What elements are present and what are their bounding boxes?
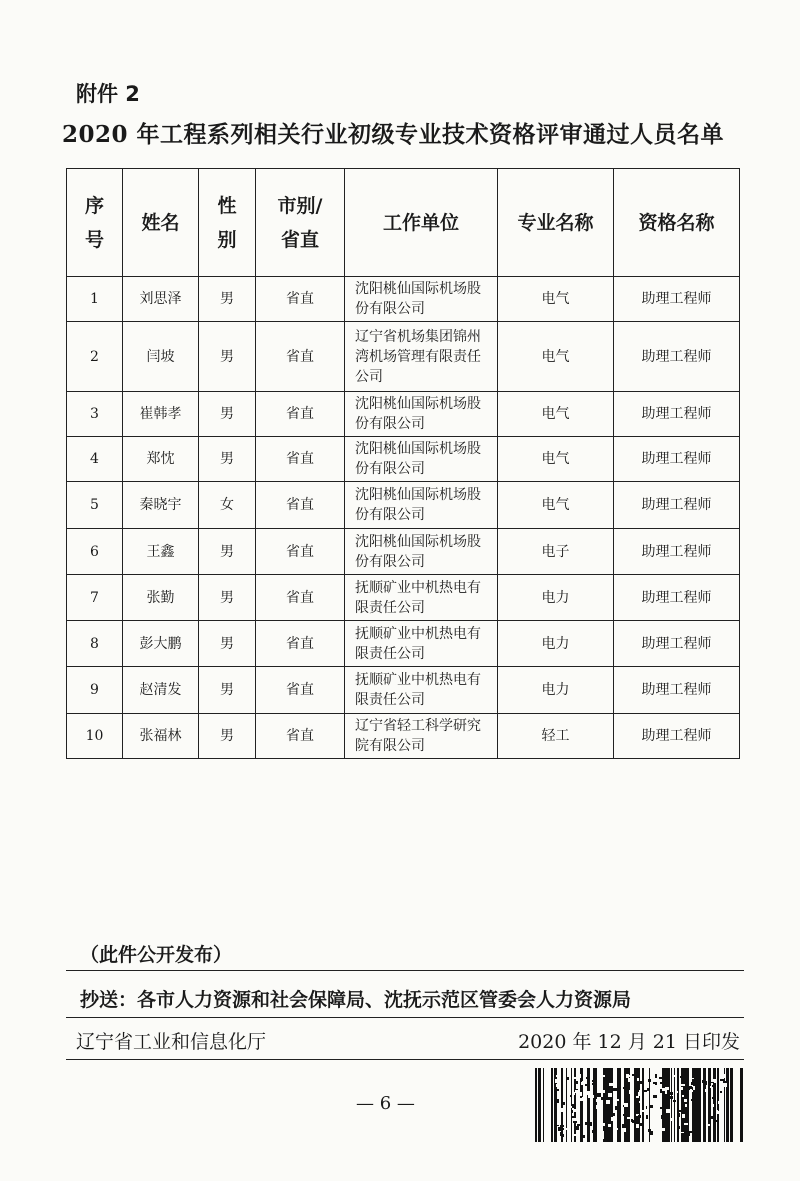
divider <box>66 1017 744 1018</box>
divider <box>66 970 744 971</box>
table-row <box>67 482 740 529</box>
gender: 女 <box>199 482 256 529</box>
header-cell: 资格名称 <box>614 169 740 277</box>
publish-note: （此件公开发布） <box>80 944 233 966</box>
row-number: 10 <box>67 714 123 759</box>
work-unit: 抚顺矿业中机热电有限责任公司 <box>345 575 498 621</box>
work-unit: 辽宁省机场集团锦州湾机场管理有限责任公司 <box>345 322 498 392</box>
qualification: 助理工程师 <box>614 714 740 759</box>
major: 电气 <box>498 392 614 437</box>
major: 电气 <box>498 437 614 482</box>
region: 省直 <box>256 277 345 322</box>
gender: 男 <box>199 437 256 482</box>
qualification: 助理工程师 <box>614 575 740 621</box>
header-cell: 性别 <box>199 169 256 277</box>
region: 省直 <box>256 714 345 759</box>
person-name: 刘思泽 <box>123 277 199 322</box>
cc-line: 抄送：各市人力资源和社会保障局、沈抚示范区管委会人力资源局 <box>80 989 632 1011</box>
gender: 男 <box>199 322 256 392</box>
row-number: 8 <box>67 621 123 667</box>
header-cell: 专业名称 <box>498 169 614 277</box>
row-number: 7 <box>67 575 123 621</box>
person-name: 张福林 <box>123 714 199 759</box>
page-number: — 6 — <box>356 1093 415 1114</box>
table-row <box>67 575 740 621</box>
document-title: 2020 年工程系列相关行业初级专业技术资格评审通过人员名单 <box>62 121 725 148</box>
work-unit: 沈阳桃仙国际机场股份有限公司 <box>345 392 498 437</box>
qualification: 助理工程师 <box>614 482 740 529</box>
row-number: 4 <box>67 437 123 482</box>
work-unit: 辽宁省轻工科学研究院有限公司 <box>345 714 498 759</box>
table-row <box>67 667 740 714</box>
header-cell: 市别/省直 <box>256 169 345 277</box>
major: 电子 <box>498 529 614 575</box>
table-row <box>67 277 740 322</box>
person-name: 赵清发 <box>123 667 199 714</box>
table-row <box>67 714 740 759</box>
qualification: 助理工程师 <box>614 667 740 714</box>
major: 电力 <box>498 667 614 714</box>
work-unit: 沈阳桃仙国际机场股份有限公司 <box>345 437 498 482</box>
person-name: 闫坡 <box>123 322 199 392</box>
table-row <box>67 529 740 575</box>
person-name: 郑忱 <box>123 437 199 482</box>
major: 电力 <box>498 621 614 667</box>
table-row <box>67 322 740 392</box>
qualification: 助理工程师 <box>614 621 740 667</box>
qualification: 助理工程师 <box>614 529 740 575</box>
region: 省直 <box>256 529 345 575</box>
region: 省直 <box>256 575 345 621</box>
gender: 男 <box>199 277 256 322</box>
gender: 男 <box>199 575 256 621</box>
row-number: 9 <box>67 667 123 714</box>
region: 省直 <box>256 322 345 392</box>
issue-date: 2020 年 12 月 21 日印发 <box>518 1031 740 1053</box>
gender: 男 <box>199 392 256 437</box>
major: 电气 <box>498 482 614 529</box>
person-name: 张勤 <box>123 575 199 621</box>
region: 省直 <box>256 437 345 482</box>
divider <box>66 1059 744 1060</box>
work-unit: 沈阳桃仙国际机场股份有限公司 <box>345 529 498 575</box>
row-number: 6 <box>67 529 123 575</box>
region: 省直 <box>256 621 345 667</box>
major: 电力 <box>498 575 614 621</box>
row-number: 2 <box>67 322 123 392</box>
region: 省直 <box>256 667 345 714</box>
barcode-icon <box>535 1068 745 1142</box>
header-cell: 姓名 <box>123 169 199 277</box>
qualification: 助理工程师 <box>614 392 740 437</box>
gender: 男 <box>199 621 256 667</box>
major: 轻工 <box>498 714 614 759</box>
roster-body <box>67 277 740 759</box>
person-name: 崔韩孝 <box>123 392 199 437</box>
gender: 男 <box>199 529 256 575</box>
row-number: 1 <box>67 277 123 322</box>
attachment-label: 附件 2 <box>76 82 140 106</box>
major: 电气 <box>498 322 614 392</box>
issuer: 辽宁省工业和信息化厅 <box>76 1031 267 1053</box>
roster-table <box>66 168 740 759</box>
region: 省直 <box>256 392 345 437</box>
gender: 男 <box>199 667 256 714</box>
person-name: 秦晓宇 <box>123 482 199 529</box>
gender: 男 <box>199 714 256 759</box>
table-header-row <box>67 169 740 277</box>
region: 省直 <box>256 482 345 529</box>
header-cell: 工作单位 <box>345 169 498 277</box>
major: 电气 <box>498 277 614 322</box>
work-unit: 沈阳桃仙国际机场股份有限公司 <box>345 482 498 529</box>
table-row <box>67 392 740 437</box>
person-name: 王鑫 <box>123 529 199 575</box>
table-row <box>67 621 740 667</box>
qualification: 助理工程师 <box>614 322 740 392</box>
person-name: 彭大鹏 <box>123 621 199 667</box>
header-cell: 序号 <box>67 169 123 277</box>
row-number: 3 <box>67 392 123 437</box>
work-unit: 抚顺矿业中机热电有限责任公司 <box>345 667 498 714</box>
work-unit: 抚顺矿业中机热电有限责任公司 <box>345 621 498 667</box>
work-unit: 沈阳桃仙国际机场股份有限公司 <box>345 277 498 322</box>
row-number: 5 <box>67 482 123 529</box>
qualification: 助理工程师 <box>614 437 740 482</box>
qualification: 助理工程师 <box>614 277 740 322</box>
table-row <box>67 437 740 482</box>
